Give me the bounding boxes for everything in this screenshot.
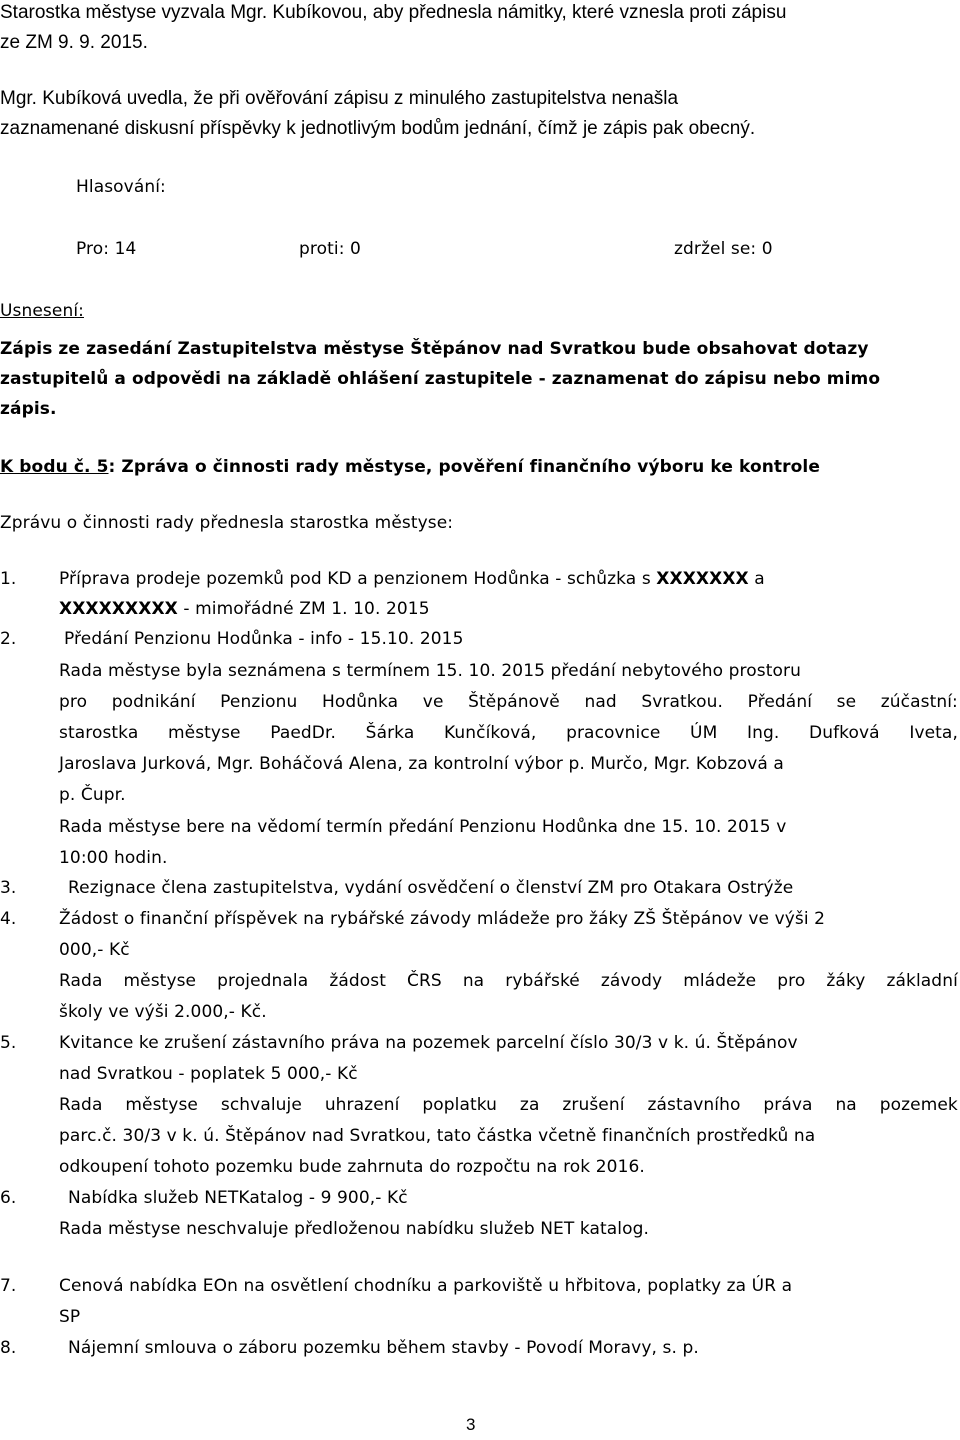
body-word: městyse [125,1095,198,1115]
intro-line-4: zaznamenané diskusní příspěvky k jednotlivým bodům jednání, čímž je zápis pak obecný. [0,118,756,139]
item-title-continuation [59,594,430,624]
resolution-line-2: zastupitelů a odpovědi na základě ohlášení zastupitele - zaznamenat do zápisu nebo mimo [0,369,881,389]
item-title: Nájemní smlouva o záboru pozemku během stavby - Povodí Moravy, s. p. [68,1338,699,1358]
item-body-line: Rada městyse byla seznámena s termínem 15. 10. 2015 předání nebytového prostoru [59,661,801,681]
point-label: K bodu č. 5 [0,457,109,477]
item-title: Cenová nabídka EOn na osvětlení chodníku a parkoviště u hřbitova, poplatky za ÚR a [59,1276,793,1296]
item-body-line: Rada městyse neschvaluje předloženou nabídku služeb NET katalog. [59,1219,650,1239]
body-word: pro [59,692,88,712]
redacted-name: XXXXXXX [656,569,749,589]
body-word: na [462,971,485,991]
resolution-line-1: Zápis ze zasedání Zastupitelstva městyse Štěpánov nad Svratkou bude obsahovat dotazy [0,339,869,359]
point-title: : Zpráva o činnosti rady městyse, pověření finančního výboru ke kontrole [108,457,820,477]
body-word: zrušení [562,1095,625,1115]
item-number: 4. [0,909,17,929]
body-word: Rada [59,971,103,991]
item-title-continuation: nad Svratkou - poplatek 5 000,- Kč [59,1064,358,1084]
body-word: ve [422,692,444,712]
item-title: Rezignace člena zastupitelstva, vydání osvědčení o členství ZM pro Otakara Ostrýže [68,878,794,898]
body-word: městyse [123,971,197,991]
item-body-line [59,687,958,717]
item-title-tail: - mimořádné ZM 1. 10. 2015 [177,599,430,619]
body-word: za [519,1095,540,1115]
body-word: uhrazení [324,1095,400,1115]
body-word: pro [777,971,806,991]
body-word: ÚM [690,723,718,743]
intro-line-1: Starostka městyse vyzvala Mgr. Kubíkovou, aby přednesla námitky, které vznesla proti zápisu [0,2,787,23]
point-heading [0,452,820,482]
body-word: žádost [329,971,386,991]
item-body-line: 10:00 hodin. [59,848,168,868]
body-word: Hodůnka [322,692,399,712]
body-word: Kunčíková, [443,723,537,743]
body-word: na [835,1095,857,1115]
vote-heading: Hlasování: [76,177,166,197]
body-word: Štěpánově [468,692,560,712]
body-word: pozemek [879,1095,958,1115]
item-title-tail: a [748,569,765,589]
body-word: se [836,692,857,712]
body-word: Penzionu [220,692,298,712]
item-number: 3. [0,878,17,898]
item-title: Příprava prodeje pozemků pod KD a penzionem Hodůnka - schůzka s [59,569,657,589]
body-word: Ing. [746,723,780,743]
item-number: 1. [0,569,17,589]
item-body-line: Rada městyse bere na vědomí termín předání Penzionu Hodůnka dne 15. 10. 2015 v [59,817,787,837]
redacted-name: XXXXXXXXX [59,599,178,619]
body-word: práva [763,1095,813,1115]
item-title: Předání Penzionu Hodůnka - info - 15.10. 2015 [64,629,464,649]
body-word: žáky [826,971,866,991]
page-number: 3 [466,1415,476,1434]
item-number: 7. [0,1276,17,1296]
vote-zdrzel: zdržel se: 0 [674,239,773,259]
body-word: městyse [167,723,241,743]
item-title: Nabídka služeb NETKatalog - 9 900,- Kč [68,1188,408,1208]
body-word: Šárka [365,723,415,743]
body-word: Iveta, [909,723,958,743]
item-body-line: odkoupení tohoto pozemku bude zahrnuta do rozpočtu na rok 2016. [59,1157,645,1177]
item-number: 6. [0,1188,17,1208]
intro-line-3: Mgr. Kubíková uvedla, že při ověřování zápisu z minulého zastupitelstva nenašla [0,88,679,109]
body-word: Předání [747,692,813,712]
resolution-heading: Usnesení: [0,301,84,321]
item-body-line: Jaroslava Jurková, Mgr. Boháčová Alena, za kontrolní výbor p. Murčo, Mgr. Kobzová a [59,754,784,774]
vote-proti: proti: 0 [299,239,361,259]
point-intro: Zprávu o činnosti rady přednesla starostka městyse: [0,513,454,533]
item-number: 5. [0,1033,17,1053]
body-word: zástavního [647,1095,741,1115]
body-word: projednala [217,971,309,991]
item-body-line [59,718,958,748]
body-word: zúčastní: [880,692,958,712]
item-number: 8. [0,1338,17,1358]
body-word: poplatku [422,1095,498,1115]
body-word: rybářské [505,971,580,991]
body-word: základní [886,971,958,991]
body-word: podnikání [111,692,196,712]
body-word: pracovnice [566,723,661,743]
item-body-line [59,1090,958,1120]
item-title-continuation: SP [59,1307,81,1327]
item-title: Žádost o finanční příspěvek na rybářské závody mládeže pro žáky ZŠ Štěpánov ve výši 2 [59,909,826,929]
body-word: závody [600,971,663,991]
body-word: PaedDr. [270,723,337,743]
item-title: Kvitance ke zrušení zástavního práva na pozemek parcelní číslo 30/3 v k. ú. Štěpánov [59,1033,798,1053]
item-body-line [59,966,958,996]
body-word: Rada [59,1095,103,1115]
body-word: ČRS [407,971,442,991]
item-body-line: parc.č. 30/3 v k. ú. Štěpánov nad Svratkou, tato částka včetně finančních prostředků na [59,1126,816,1146]
item-title-continuation: 000,- Kč [59,940,130,960]
item-body-line: školy ve výši 2.000,- Kč. [59,1002,267,1022]
item-number: 2. [0,629,17,649]
item-body-line: p. Čupr. [59,785,126,805]
body-word: schvaluje [220,1095,302,1115]
intro-line-2: ze ZM 9. 9. 2015. [0,32,148,53]
body-word: Dufková [809,723,880,743]
body-word: starostka [59,723,139,743]
body-word: mládeže [683,971,757,991]
resolution-line-3: zápis. [0,399,57,419]
body-word: nad [584,692,617,712]
body-word: Svratkou. [641,692,723,712]
vote-pro: Pro: 14 [76,239,137,259]
